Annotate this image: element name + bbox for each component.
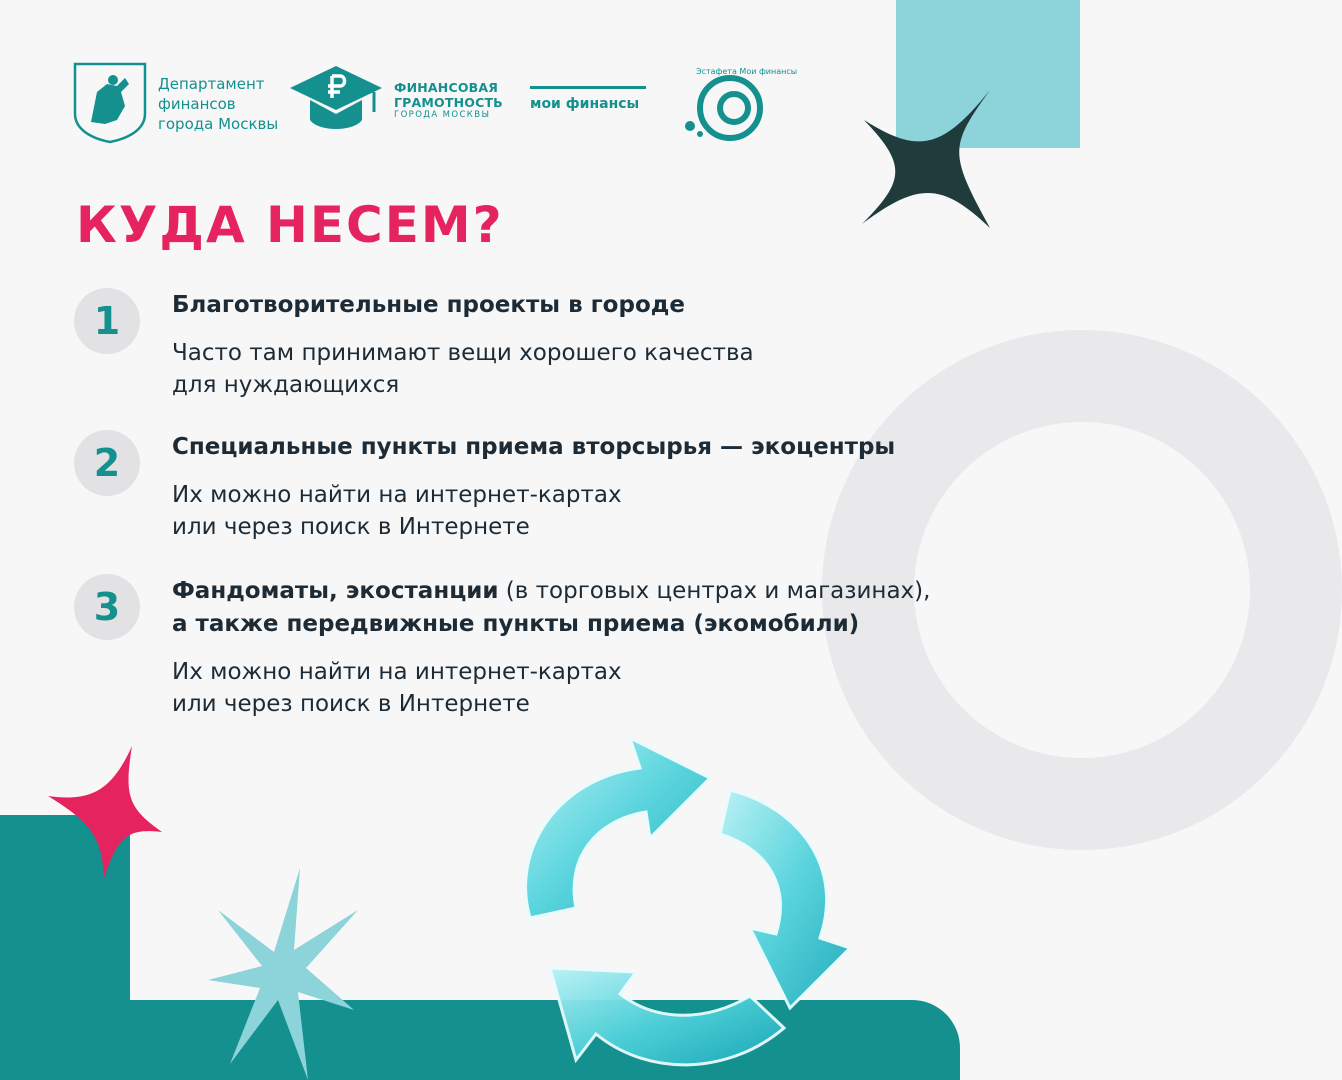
svg-text:Эстафета Мои финансы: Эстафета Мои финансы	[696, 67, 798, 76]
my-finance-logo-text: мои финансы	[530, 96, 640, 112]
item-3-text: Их можно найти на интернет-картах или через поиск в Интернете	[172, 659, 622, 717]
page-title: КУДА НЕСЕМ?	[76, 196, 504, 254]
item-1-text: Часто там принимают вещи хорошего качества для нуждающихся	[172, 340, 754, 398]
dark-four-point-star-icon	[858, 84, 994, 234]
recycle-arrows-icon	[500, 738, 860, 1080]
circular-emblem-icon	[676, 62, 798, 146]
item-number-2: 2	[74, 430, 140, 496]
item-3-heading	[172, 575, 930, 608]
item-2-heading: Специальные пункты приема вторсырья — экоцентры	[172, 434, 896, 460]
dept-logo-text: Департамент финансов города Москвы	[158, 75, 279, 133]
light-teal-burst-star-icon	[208, 868, 358, 1080]
graduation-cap-ruble-icon	[288, 64, 384, 138]
fin-literacy-title: ФИНАНСОВАЯ ГРАМОТНОСТЬ	[394, 80, 503, 110]
moscow-coat-of-arms-icon	[73, 62, 147, 144]
item-1-heading: Благотворительные проекты в городе	[172, 292, 685, 318]
pink-four-point-star-icon	[46, 744, 164, 880]
item-number-1: 1	[74, 288, 140, 354]
item-3-heading-normal: (в торговых центрах и магазинах),	[498, 578, 931, 604]
fin-literacy-subtitle: ГОРОДА МОСКВЫ	[394, 110, 491, 120]
item-3-heading-bold: Фандоматы, экостанции	[172, 578, 499, 604]
my-finance-logo-line	[530, 86, 646, 89]
item-3-heading-line2: а также передвижные пункты приема (экомобили)	[172, 611, 860, 637]
item-2-text: Их можно найти на интернет-картах или через поиск в Интернете	[172, 482, 622, 540]
item-number-3: 3	[74, 574, 140, 640]
